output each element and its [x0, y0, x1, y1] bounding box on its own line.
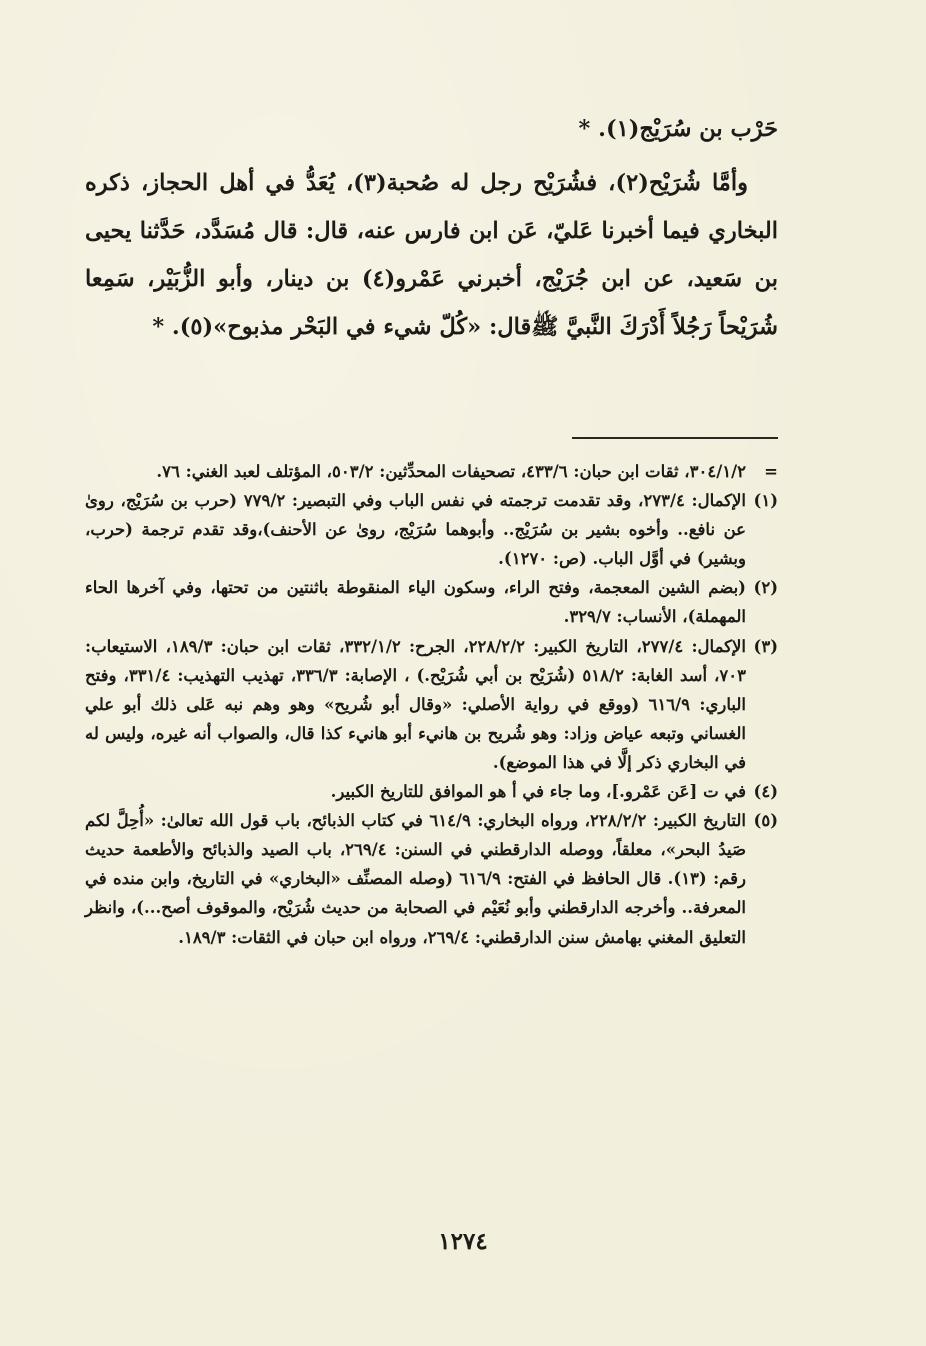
footnote-5 — [85, 806, 778, 951]
footnote-mark: (٢) — [753, 578, 778, 598]
footnote-text: (بضم الشين المعجمة، وفتح الراء، وسكون الياء المنقوطة باثنتين من تحتها، وفي آخرها الحاء المهملة)، الأنساب: ٣٢٩/٧. — [85, 578, 746, 627]
footnote-mark: = — [764, 462, 778, 481]
footnote-4 — [85, 777, 778, 806]
footnote-text: ٣٠٤/١/٢، ثقات ابن حبان: ٤٣٣/٦، تصحيفات المحدِّثين: ٥٠٣/٢، المؤتلف لعبد الغني: ٧٦. — [156, 462, 746, 481]
footnote-mark: (٣) — [753, 636, 778, 656]
paragraph-shurayh: وأمَّا شُرَيْح(٢)، فشُرَيْح رجل له صُحبة(٣)، يُعَدُّ في أهل الحجاز، ذكره البخاري فيما أخبرنا عَليّ، عَن ابن فارس عنه، قال: قال مُسَدَّد، حَدَّثنا يحيى بن سَعيد، عن ابن جُرَيْج، أخبرني عَمْرو(٤) بن دينار، وأبو الزُّبَيْر، سَمِعا شُرَيْحاً رَجُلاً أَدْرَكَ النَّبيَّ ﷺقال: «كُلّ شيء في البَحْر مذبوح»(٥). * — [85, 170, 778, 340]
footnote-separator — [572, 437, 778, 439]
footnote-text: الإكمال: ٢٧٣/٤، وقد تقدمت ترجمته في نفس الباب وفي التبصير: ٧٧٩/٢ (حرب بن سُرَيْج، روىٰ عن نافع.. وأخوه بشير بن سُرَيْج.. وأبوهما سُرَيْج، روىٰ عن الأحنف)،وقد تقدم ترجمة (حرب، وبشير) في أوَّل الباب. (ص: ١٢٧٠). — [85, 491, 746, 569]
page-number: ١٢٧٤ — [438, 1228, 488, 1255]
footnote-mark: (٥) — [753, 811, 778, 831]
footnote-mark: (١) — [753, 491, 778, 511]
footnote-continuation — [85, 457, 778, 486]
footnotes-section — [85, 457, 778, 952]
main-text-body — [85, 105, 778, 351]
footnote-mark: (٤) — [753, 782, 778, 802]
footnote-text: التاريخ الكبير: ٢٢٨/٢/٢، ورواه البخاري: ٦١٤/٩ في كتاب الذبائح، باب قول الله تعالىٰ: «أُحِلَّ لكم صَيدُ البحر»، معلقاً، ووصله الدارقطني في السنن: ٢٦٩/٤، باب الصيد والذبائح والأطعمة حديث رقم: (١٣). قال الحافظ في الفتح: ٦١٦/٩ (وصله المصنِّف «البخاري» في التاريخ، وابن منده في المعرفة.. وأخرجه الدارقطني وأبو نُعَيْم في الصحابة من حديث شُرَيْح، والموقوف أصح...)، وانظر التعليق المغني بهامش سنن الدارقطني: ٢٦٩/٤، ورواه ابن حبان في الثقات: ١٨٩/٣. — [85, 811, 747, 947]
footnote-3 — [85, 632, 778, 777]
footnote-text: في ت [عَن عَمْرو.]، وما جاء في أ هو الموافق للتاريخ الكبير. — [330, 782, 746, 802]
paragraph-harb: حَرْب بن سُرَيْج(١). * — [578, 116, 778, 142]
footnote-text: الإكمال: ٢٧٧/٤، التاريخ الكبير: ٢٢٨/٢/٢، الجرح: ٣٣٢/١/٢، ثقات ابن حبان: ١٨٩/٣، الاستيعاب: ٧٠٣، أسد الغابة: ٥١٨/٢ (شُرَيْح بن أبي شُرَيْح.) ، الإصابة: ٣٣٦/٣، تهذيب التهذيب: ٣٣١/٤، وفتح الباري: ٦١٦/٩ (ووقع في رواية الأصلي: «وقال أبو شُريح» وهو وهم نبه عَلى ذلك أبو علي الغساني وتبعه عياض وزاد: وهو شُريح بن هانيء أبو هانيء كذا قال، والصواب أنه غيره، وليس له في البخاري ذكر إلَّا في هذا الموضع). — [85, 636, 746, 772]
footnote-1 — [85, 486, 778, 573]
footnote-2 — [85, 573, 778, 631]
